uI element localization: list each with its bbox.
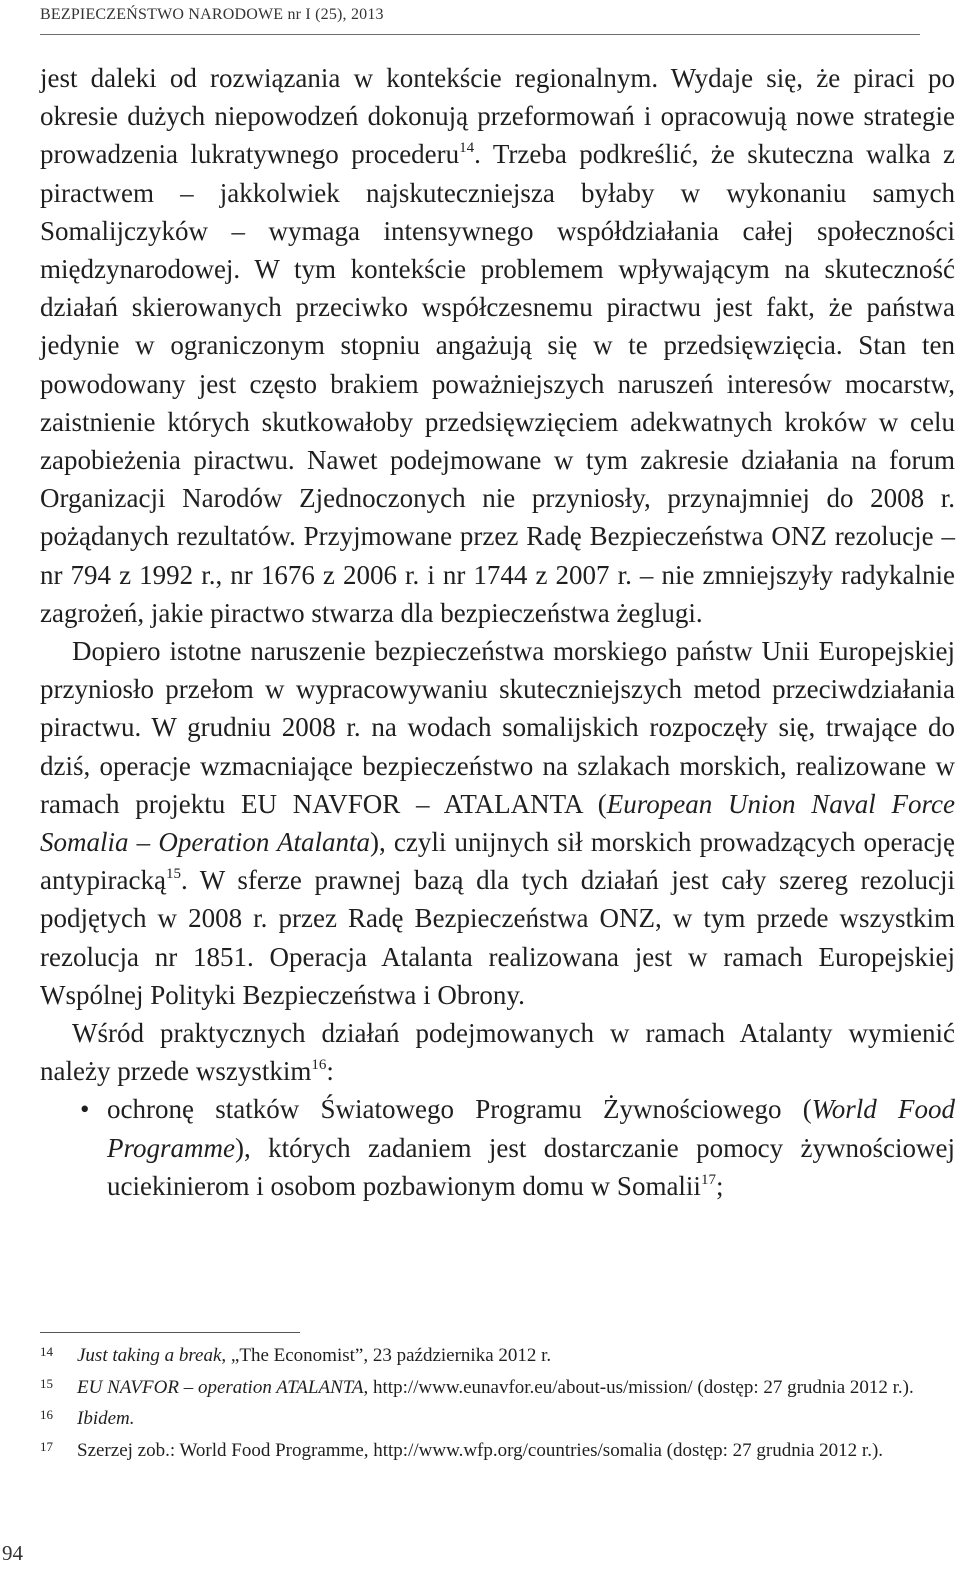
footnote-ref-15: 15 — [165, 866, 181, 883]
footnote-17: 17 Szerzej zob.: World Food Programme, http://www.wfp.org/countries/somalia (dostęp: 27 grudnia 2012 r.). — [40, 1438, 884, 1461]
footnotes — [40, 1343, 954, 1469]
footnote-16: 16 Ibidem. — [40, 1407, 135, 1430]
paragraph-3 — [40, 1014, 955, 1090]
list-item — [40, 1090, 955, 1205]
paragraph-2 — [40, 632, 955, 1014]
bullet-text-a: ochronę statków Światowego Programu Żywnościowego ( — [107, 1094, 812, 1125]
footnote-ref-17: 17 — [700, 1171, 716, 1188]
footnote-ref-16: 16 — [311, 1057, 327, 1074]
footnote-ref-14: 14 — [459, 140, 475, 157]
footnote-text: Szerzej zob.: World Food Programme, http://www.wfp.org/countries/somalia (dostęp: 27 grudnia 2012 r.). — [77, 1439, 884, 1461]
paragraph-2-italic: European Union Naval Force Somalia – Operation Atalanta — [40, 788, 955, 858]
footnote-15: 15 EU NAVFOR – operation ATALANTA, http://www.eunavfor.eu/about-us/mission/ (dostęp: 27 grudnia 2012 r.). — [40, 1375, 914, 1398]
paragraph-1-text-b: . Trzeba podkreślić, że skuteczna walka z piractwem – jakkolwiek najskuteczniejsza byłaby w wykonaniu samych Somalijczyków – wymaga intensywnego współdziałania całej społeczności międzynarodowej. W tym kontekście problemem wpływającym na skuteczność działań skierowanych przeciwko współczesnemu piractwu jest fakt, że państwa jedynie w ograniczonym stopniu angażują się w te przedsięwzięcia. Stan ten powodowany jest często brakiem poważniejszych naruszeń interesów mocarstw, zaistnienie których skutkowałoby przedsięwzięciem adekwatnych kroków w celu zapobieżenia piractwu. Nawet podejmowane w tym zakresie działania na forum Organizacji Narodów Zjednoczonych nie przyniosły, przynajmniej do 2008 r. pożądanych rezultatów. Przyjmowane przez Radę Bezpieczeństwa ONZ rezolucje – nr 794 z 1992 r., nr 1676 z 2006 r. i nr 1744 z 2007 r. – nie zmniejszyły radykalnie zagrożeń, jakie piractwo stwarza dla bezpieczeństwa żeglugi. — [40, 139, 955, 628]
footnote-italic: EU NAVFOR – operation ATALANTA — [77, 1376, 364, 1398]
paragraph-1-text-a: jest daleki od rozwiązania w kontekście regionalnym. Wydaje się, że piraci po okresie dużych niepowodzeń dokonują przeformowań i opracowują nowe strategie prowadzenia lukratywnego procederu — [40, 63, 955, 170]
running-title: BEZPIECZEŃSTWO NARODOWE nr I (25), 2013 — [40, 6, 384, 23]
footnote-italic: Ibidem. — [77, 1408, 135, 1430]
paragraph-2-text-a: Dopiero istotne naruszenie bezpieczeństwa morskiego państw Unii Europejskiej przyniosło przełom w wypracowywaniu skuteczniejszych metod przeciwdziałania piractwu. W grudniu 2008 r. na wodach somalijskich rozpoczęły się, trwające do dziś, operacje wzmacniające bezpieczeństwo na szlakach morskich, realizowane w ramach projektu EU NAVFOR – ATALANTA ( — [40, 636, 955, 819]
bullet-list — [40, 1090, 955, 1205]
footnote-italic: Just taking a break — [77, 1345, 222, 1366]
bullet-dot: • — [80, 1094, 90, 1125]
paragraph-1 — [40, 59, 955, 632]
paragraph-3-text-a: Wśród praktycznych działań podejmowanych w ramach Atalanty wymienić należy przede wszystkim — [40, 1018, 955, 1087]
footnote-text: , http://www.eunavfor.eu/about-us/mission/ (dostęp: 27 grudnia 2012 r.). — [363, 1376, 914, 1398]
page-number: 94 — [2, 1541, 23, 1565]
paragraph-3-text-b: : — [326, 1056, 334, 1087]
footnote-text: , „The Economist”, 23 października 2012 r. — [221, 1345, 552, 1366]
footnote-14: 14 Just taking a break, „The Economist”, 23 października 2012 r. — [40, 1344, 552, 1366]
bullet-text-b: ), których zadaniem jest dostarczanie pomocy żywnościowej uciekinierom i osobom pozbawionym domu w Somalii — [107, 1132, 955, 1201]
footnote-rule — [40, 1332, 300, 1333]
paragraph-2-text-c: . W sferze prawnej bazą dla tych działań jest cały szereg rezolucji podjętych w 2008 r. przez Radę Bezpieczeństwa ONZ, w tym przede wszystkim rezolucja nr 1851. Operacja Atalanta realizowana jest w ramach Europejskiej Wspólnej Polityki Bezpieczeństwa i Obrony. — [40, 865, 955, 1010]
header-rule — [40, 34, 920, 35]
bullet-italic: World Food Programme — [107, 1094, 955, 1163]
main-text — [40, 59, 955, 1205]
paragraph-2-text-b: ), czyli unijnych sił morskich prowadzących operację antypiracką — [40, 827, 955, 896]
bullet-text-c: ; — [715, 1170, 724, 1201]
